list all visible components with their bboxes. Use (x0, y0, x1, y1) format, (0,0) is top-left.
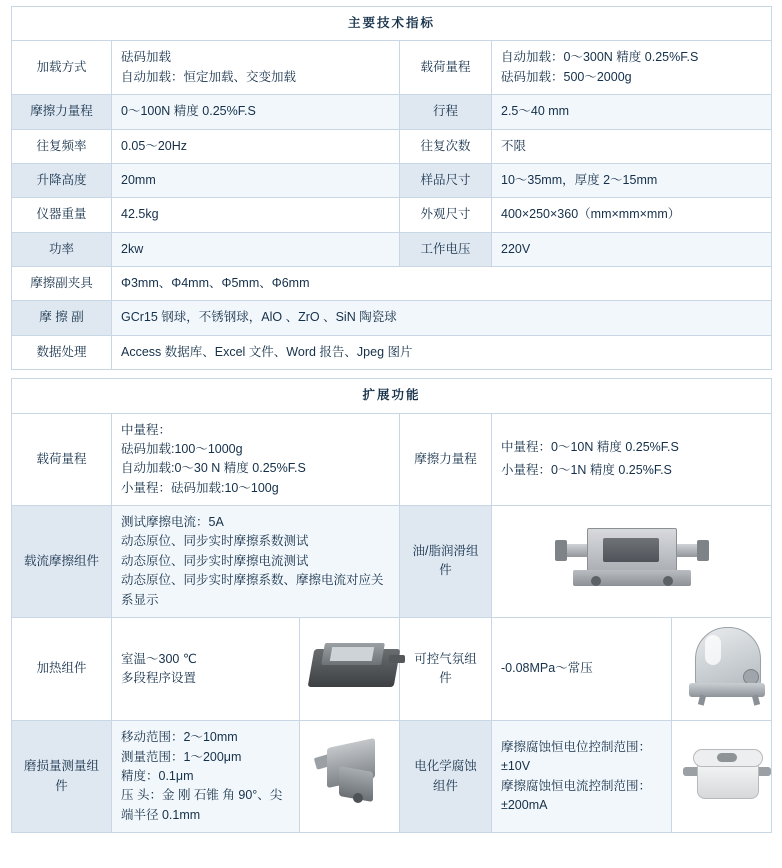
row-label-power: 功率 (12, 232, 112, 266)
row-value-friction-range: 0～100N 精度 0.25%F.S (112, 95, 400, 129)
ext-label-heating: 加热组件 (12, 617, 112, 720)
ext-image-wear-measure (300, 721, 400, 833)
row-value-stroke: 2.5～40 mm (492, 95, 772, 129)
ext-image-electrochemical (672, 721, 772, 833)
ext-value-current-friction: 测试摩擦电流：5A 动态原位、同步实时摩擦系数测试 动态原位、同步实时摩擦电流测试 动态原位、同步实时摩擦系数、摩擦电流对应关系显示 (112, 506, 400, 618)
row-value-loading-mode: 砝码加载 自动加载：恒定加载、交变加载 (112, 41, 400, 95)
row-label-loading-mode: 加载方式 (12, 41, 112, 95)
ext-image-heating (300, 617, 400, 720)
table-row (12, 617, 772, 720)
ext-value-wear-measure: 移动范围：2～10mm 测量范围：1～200μm 精度：0.1μm 压 头：金 刚 石锥 角 90°、尖端半径 0.1mm (112, 721, 300, 833)
row-value-friction-pair: GCr15 钢球，不锈钢球，AlO 、ZrO 、SiN 陶瓷球 (112, 301, 772, 335)
table-row (12, 232, 772, 266)
row-label-frequency: 往复频率 (12, 129, 112, 163)
row-value-load-range: 自动加载：0～300N 精度 0.25%F.S 砝码加载：500～2000g (492, 41, 772, 95)
heating-stage-photo (309, 635, 405, 697)
table-row (12, 129, 772, 163)
ext-value-friction-range: 中量程：0～10N 精度 0.25%F.S 小量程：0～1N 精度 0.25%F.S (492, 413, 772, 506)
ext-label-atmosphere: 可控气氛组件 (400, 617, 492, 720)
extended-spec-table (11, 378, 772, 833)
extended-title-row (12, 379, 772, 413)
row-value-fixture: Φ3mm、Φ4mm、Φ5mm、Φ6mm (112, 267, 772, 301)
table-row (12, 721, 772, 833)
row-value-sample-size: 10～35mm，厚度 2～15mm (492, 163, 772, 197)
spec-sheet (0, 6, 782, 868)
ext-value-heating: 室温～300 ℃ 多段程序设置 (112, 617, 300, 720)
ext-label-current-friction: 载流摩擦组件 (12, 506, 112, 618)
row-label-friction-pair: 摩 擦 副 (12, 301, 112, 335)
table-row (12, 301, 772, 335)
row-value-weight: 42.5kg (112, 198, 400, 232)
table-row (12, 95, 772, 129)
row-label-lift-height: 升降高度 (12, 163, 112, 197)
table-row (12, 163, 772, 197)
row-value-data-processing: Access 数据库、Excel 文件、Word 报告、Jpeg 图片 (112, 335, 772, 369)
ext-label-friction-range: 摩擦力量程 (400, 413, 492, 506)
table-row (12, 41, 772, 95)
electrochemical-cell-photo (681, 737, 773, 811)
row-value-voltage: 220V (492, 232, 772, 266)
ext-label-oil-lubrication: 油/脂润滑组件 (400, 506, 492, 618)
row-label-cycles: 往复次数 (400, 129, 492, 163)
ext-label-electrochemical: 电化学腐蚀组件 (400, 721, 492, 833)
row-label-load-range: 载荷量程 (400, 41, 492, 95)
ext-image-oil-lubrication (492, 506, 772, 618)
vacuum-bell-jar-photo (681, 625, 777, 707)
row-label-dimensions: 外观尺寸 (400, 198, 492, 232)
table-row (12, 335, 772, 369)
row-value-frequency: 0.05～20Hz (112, 129, 400, 163)
wear-probe-photo (309, 733, 401, 815)
row-value-dimensions: 400×250×360（mm×mm×mm） (492, 198, 772, 232)
ext-value-atmosphere: -0.08MPa～常压 (492, 617, 672, 720)
row-label-stroke: 行程 (400, 95, 492, 129)
row-label-data-processing: 数据处理 (12, 335, 112, 369)
table-row (12, 198, 772, 232)
row-label-weight: 仪器重量 (12, 198, 112, 232)
extended-title: 扩展功能 (12, 379, 772, 413)
clamp-fixture-photo (557, 514, 707, 602)
main-spec-table (11, 6, 772, 370)
ext-image-atmosphere (672, 617, 772, 720)
table-row (12, 413, 772, 506)
row-value-power: 2kw (112, 232, 400, 266)
row-label-voltage: 工作电压 (400, 232, 492, 266)
main-title: 主要技术指标 (12, 7, 772, 41)
main-title-row (12, 7, 772, 41)
ext-value-load-range: 中量程： 砝码加载:100～1000g 自动加载:0～30 N 精度 0.25%F.S 小量程：砝码加载:10～100g (112, 413, 400, 506)
ext-label-wear-measure: 磨损量测量组件 (12, 721, 112, 833)
row-label-friction-range: 摩擦力量程 (12, 95, 112, 129)
table-row (12, 267, 772, 301)
row-label-fixture: 摩擦副夹具 (12, 267, 112, 301)
table-row (12, 506, 772, 618)
row-value-lift-height: 20mm (112, 163, 400, 197)
row-label-sample-size: 样品尺寸 (400, 163, 492, 197)
ext-value-electrochemical: 摩擦腐蚀恒电位控制范围：±10V 摩擦腐蚀恒电流控制范围：±200mA (492, 721, 672, 833)
row-value-cycles: 不限 (492, 129, 772, 163)
ext-label-load-range: 载荷量程 (12, 413, 112, 506)
